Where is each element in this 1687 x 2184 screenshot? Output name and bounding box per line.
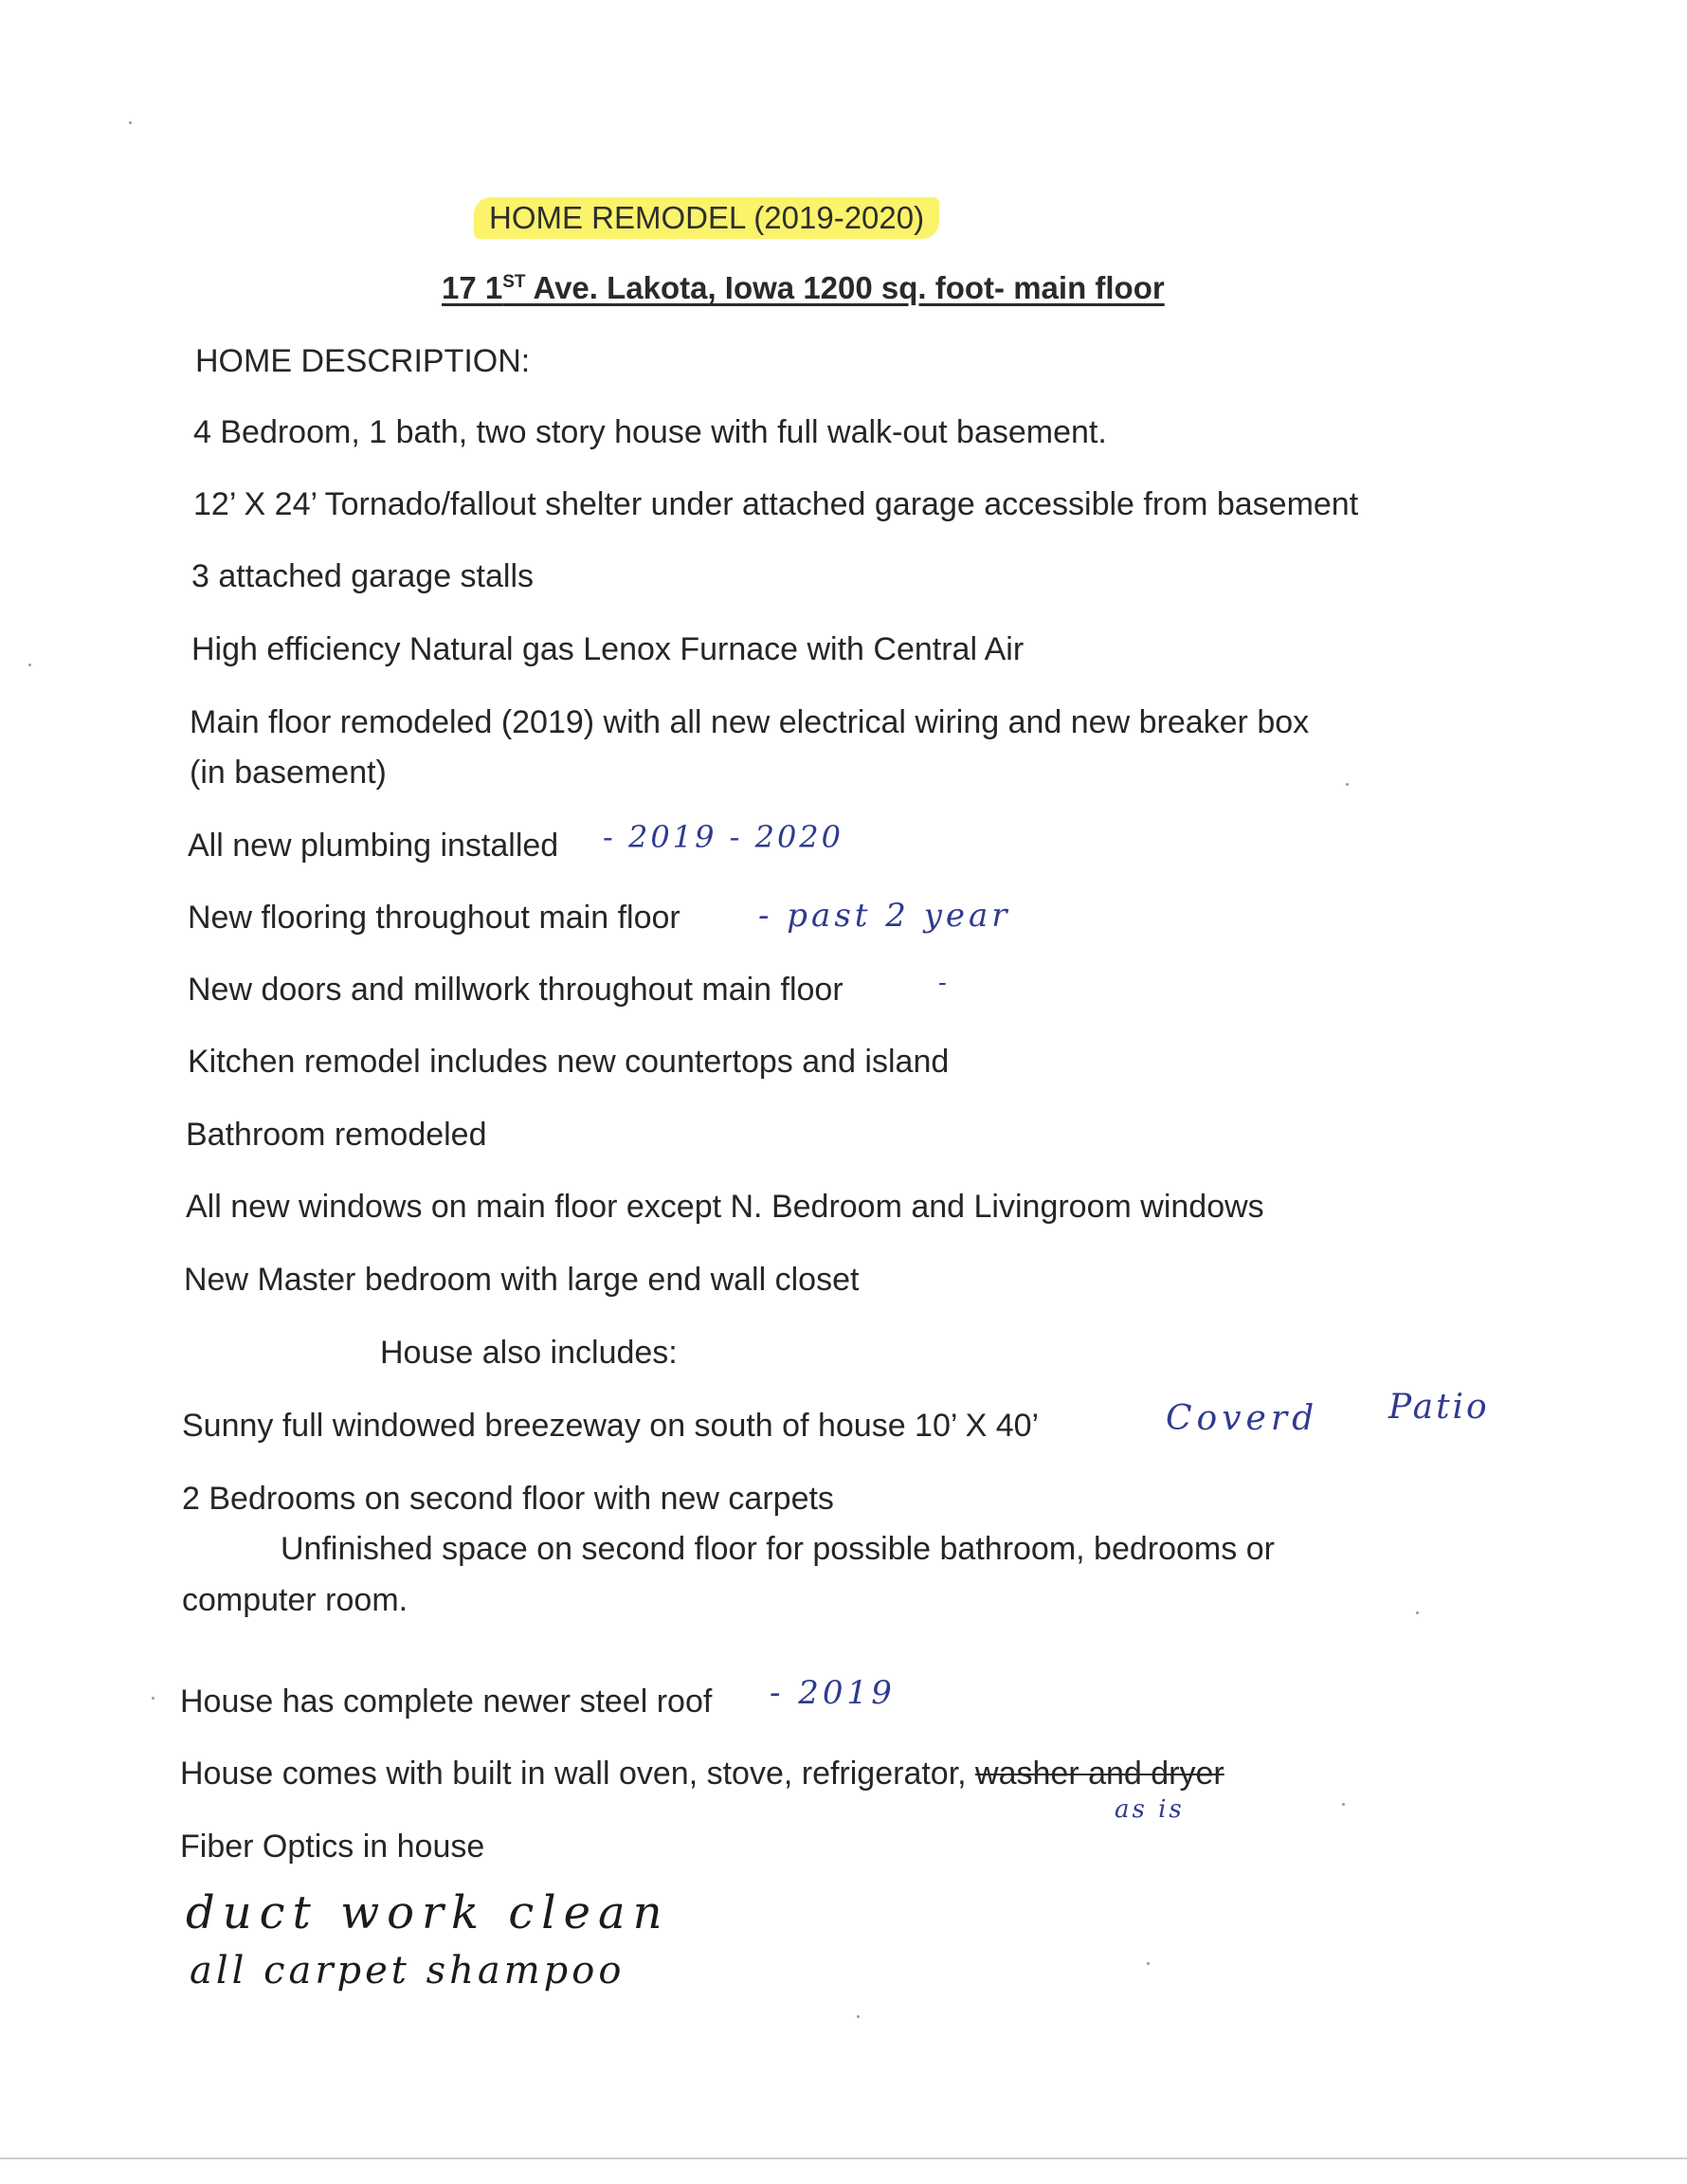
feature-line-doors: New doors and millwork throughout main floor <box>188 972 844 1008</box>
document-title: HOME REMODEL (2019-2020) <box>474 197 939 239</box>
appliances-struck-text: washer and dryer <box>975 1756 1224 1792</box>
appliances-text: House comes with built in wall oven, stove, refrigerator, <box>180 1756 976 1792</box>
feature-line-windows: All new windows on main floor except N. Bedroom and Livingroom windows <box>186 1189 1264 1225</box>
feature-line-electrical-cont: (in basement) <box>190 755 387 791</box>
handwritten-flooring-note: - past 2 year <box>758 897 1011 935</box>
scan-bottom-edge <box>0 2157 1687 2159</box>
feature-line-garage: 3 attached garage stalls <box>191 558 535 594</box>
feature-line-bedrooms: 4 Bedroom, 1 bath, two story house with full walk-out basement. <box>193 414 1107 450</box>
scan-speck <box>152 1697 154 1700</box>
feature-line-breezeway: Sunny full windowed breezeway on south of house 10’ X 40’ <box>182 1408 1040 1444</box>
feature-line-flooring: New flooring throughout main floor <box>188 900 680 936</box>
handwritten-note-carpet: all carpet shampoo <box>190 1949 626 1993</box>
handwritten-roof-date: - 2019 <box>770 1674 896 1712</box>
scan-speck <box>1342 1803 1345 1806</box>
subheading-also-includes: House also includes: <box>380 1335 678 1371</box>
property-address <box>442 267 1165 309</box>
feature-line-furnace: High efficiency Natural gas Lenox Furnace with Central Air <box>191 631 1025 667</box>
address-rest: Ave. Lakota, Iowa 1200 sq. foot- main floor <box>525 270 1165 305</box>
feature-line-shelter: 12’ X 24’ Tornado/fallout shelter under attached garage accessible from basement <box>193 486 1359 522</box>
feature-line-appliances <box>180 1755 1224 1793</box>
feature-line-plumbing: All new plumbing installed <box>188 828 559 864</box>
feature-line-second-floor-bedrooms: 2 Bedrooms on second floor with new carpets <box>182 1481 834 1517</box>
feature-line-roof: House has complete newer steel roof <box>180 1684 713 1720</box>
feature-line-electrical: Main floor remodeled (2019) with all new electrical wiring and new breaker box <box>190 704 1310 740</box>
feature-line-master-bedroom: New Master bedroom with large end wall closet <box>184 1262 860 1298</box>
handwritten-doors-mark: - <box>938 969 947 997</box>
handwritten-note-ductwork: duct work clean <box>186 1886 670 1939</box>
handwritten-breezeway-note-2: Patio <box>1388 1388 1490 1427</box>
section-heading: HOME DESCRIPTION: <box>195 343 531 379</box>
scan-speck <box>857 2015 860 2018</box>
feature-line-kitchen: Kitchen remodel includes new countertops and island <box>188 1044 950 1080</box>
address-superscript: ST <box>502 272 526 292</box>
handwritten-plumbing-date: - 2019 - 2020 <box>603 819 844 855</box>
handwritten-breezeway-note-1: Coverd <box>1166 1399 1319 1438</box>
feature-line-unfinished-space-cont: computer room. <box>182 1582 408 1618</box>
scan-speck <box>28 664 31 666</box>
address-number: 17 1 <box>442 270 503 305</box>
feature-line-bathroom: Bathroom remodeled <box>186 1117 487 1153</box>
scan-speck <box>129 121 132 124</box>
scan-speck <box>1147 1962 1150 1965</box>
scan-speck <box>1416 1611 1419 1614</box>
scan-speck <box>1346 783 1349 786</box>
feature-line-fiber-optics: Fiber Optics in house <box>180 1829 485 1865</box>
handwritten-as-is-note: as is <box>1115 1795 1185 1824</box>
feature-line-unfinished-space: Unfinished space on second floor for possible bathroom, bedrooms or <box>281 1531 1275 1567</box>
